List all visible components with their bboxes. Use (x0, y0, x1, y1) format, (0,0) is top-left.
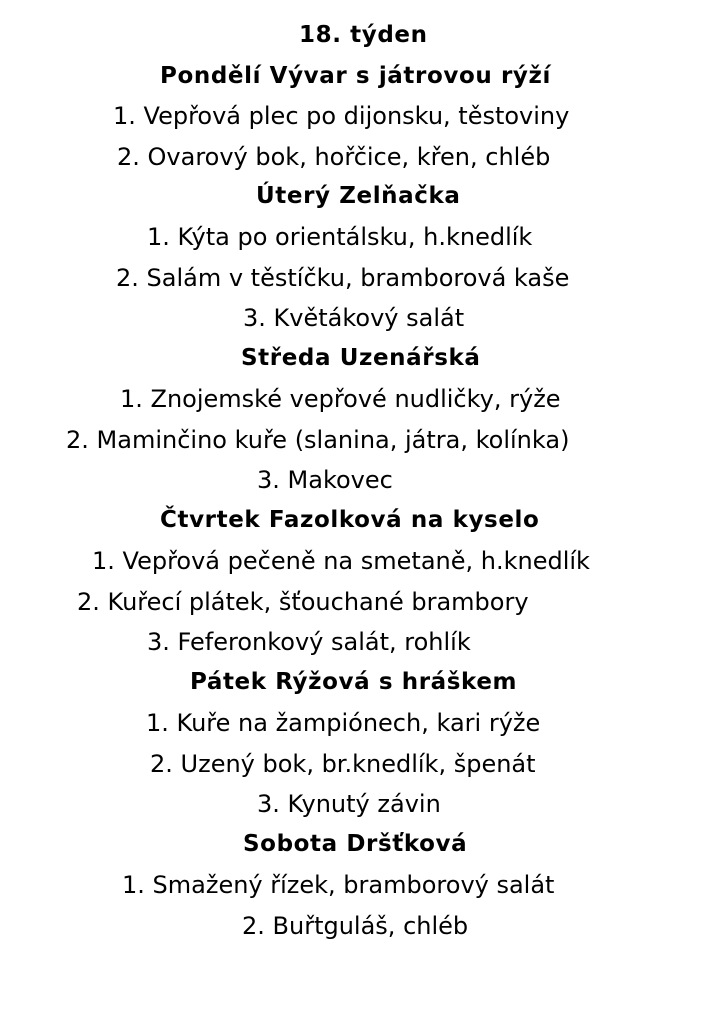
menu-item: 2. Maminčino kuře (slanina, játra, kolínka) (66, 426, 570, 454)
day-header-monday: Pondělí Vývar s játrovou rýží (160, 63, 551, 89)
menu-item: 2. Kuřecí plátek, šťouchané brambory (77, 588, 529, 616)
menu-item: 3. Květákový salát (243, 304, 465, 332)
menu-item: 2. Buřtguláš, chléb (242, 912, 469, 940)
day-header-wednesday: Středa Uzenářská (241, 345, 481, 371)
menu-item: 3. Makovec (257, 466, 393, 494)
menu-item: 2. Salám v těstíčku, bramborová kaše (116, 264, 570, 292)
menu-item: 1. Vepřová plec po dijonsku, těstoviny (113, 102, 570, 130)
day-header-thursday: Čtvrtek Fazolková na kyselo (160, 507, 540, 533)
menu-item: 1. Vepřová pečeně na smetaně, h.knedlík (92, 547, 590, 575)
menu-item: 2. Ovarový bok, hořčice, křen, chléb (117, 143, 551, 171)
menu-item: 1. Kýta po orientálsku, h.knedlík (147, 223, 533, 251)
day-header-tuesday: Úterý Zelňačka (256, 183, 461, 209)
menu-item: 3. Kynutý závin (257, 790, 441, 818)
week-title: 18. týden (299, 22, 428, 48)
menu-item: 1. Smažený řízek, bramborový salát (122, 871, 555, 899)
day-header-friday: Pátek Rýžová s hráškem (190, 669, 518, 695)
menu-item: 3. Feferonkový salát, rohlík (147, 628, 471, 656)
menu-item: 1. Kuře na žampiónech, kari rýže (146, 709, 541, 737)
day-header-saturday: Sobota Dršťková (243, 831, 468, 857)
menu-item: 1. Znojemské vepřové nudličky, rýže (120, 385, 561, 413)
menu-item: 2. Uzený bok, br.knedlík, špenát (150, 750, 536, 778)
